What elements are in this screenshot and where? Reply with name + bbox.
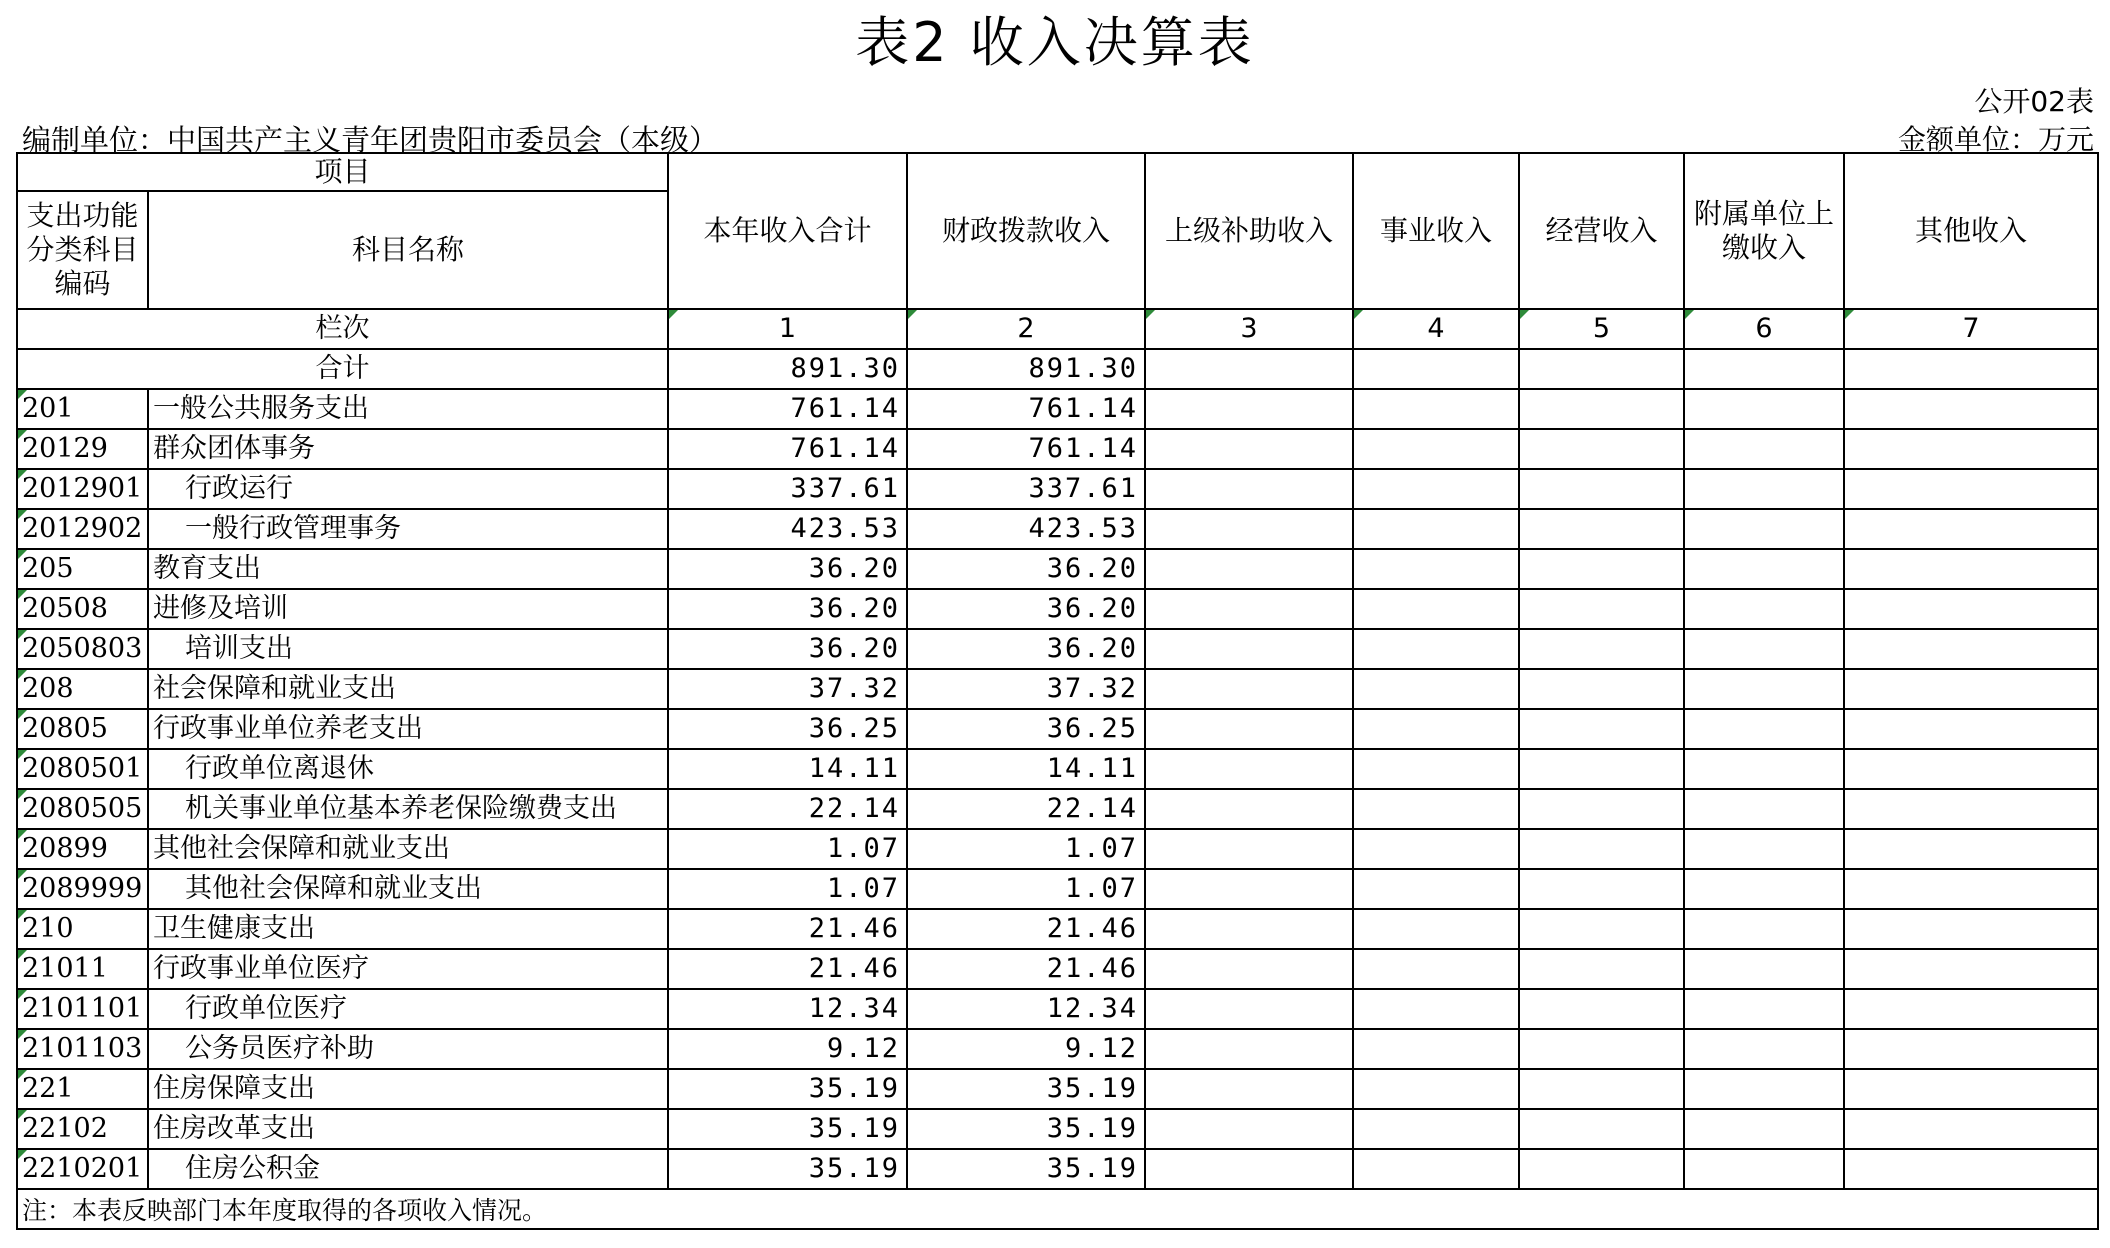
- empty-cell: [1519, 949, 1684, 989]
- table-header: [17, 153, 2098, 349]
- empty-cell: [1353, 669, 1519, 709]
- empty-cell: [1519, 1149, 1684, 1189]
- code-cell: 201: [17, 389, 148, 429]
- empty-cell: [1353, 389, 1519, 429]
- empty-cell: [1684, 709, 1844, 749]
- empty-cell: [1519, 669, 1684, 709]
- fiscal-income-cell: 35.19: [907, 1109, 1145, 1149]
- table-row: [17, 1109, 2098, 1149]
- amount-unit: 金额单位：万元: [1897, 123, 2094, 156]
- total-income-cell: 21.46: [668, 949, 907, 989]
- code-cell: 20805: [17, 709, 148, 749]
- table-row: [17, 1069, 2098, 1109]
- empty-cell: [1684, 1149, 1844, 1189]
- table-row: [17, 709, 2098, 749]
- empty-cell: [1684, 349, 1844, 389]
- code-cell: 2089999: [17, 869, 148, 909]
- empty-cell: [1844, 389, 2098, 429]
- empty-cell: [1519, 509, 1684, 549]
- fiscal-income-cell: 1.07: [907, 829, 1145, 869]
- code-cell: 205: [17, 549, 148, 589]
- table-row: [17, 549, 2098, 589]
- table-row: [17, 949, 2098, 989]
- fiscal-income-cell: 337.61: [907, 469, 1145, 509]
- empty-cell: [1684, 589, 1844, 629]
- form-code: 公开02表: [1974, 85, 2094, 118]
- fiscal-income-cell: 35.19: [907, 1069, 1145, 1109]
- name-cell: 住房改革支出: [148, 1109, 668, 1149]
- empty-cell: [1145, 949, 1353, 989]
- code-cell: 2101101: [17, 989, 148, 1029]
- name-cell: 行政事业单位养老支出: [148, 709, 668, 749]
- total-income-cell: 14.11: [668, 749, 907, 789]
- empty-cell: [1145, 429, 1353, 469]
- header-col-4: 事业收入: [1353, 153, 1519, 309]
- total-income-cell: 36.25: [668, 709, 907, 749]
- code-cell: 2012902: [17, 509, 148, 549]
- empty-cell: [1145, 909, 1353, 949]
- empty-cell: [1684, 789, 1844, 829]
- empty-cell: [1844, 1149, 2098, 1189]
- name-cell: 住房保障支出: [148, 1069, 668, 1109]
- page-title: 表2 收入决算表: [855, 11, 1255, 74]
- empty-cell: [1145, 349, 1353, 389]
- empty-cell: [1519, 429, 1684, 469]
- code-cell: 20508: [17, 589, 148, 629]
- total-income-cell: 36.20: [668, 589, 907, 629]
- fiscal-income-cell: 9.12: [907, 1029, 1145, 1069]
- total-label: 合计: [17, 349, 668, 389]
- empty-cell: [1684, 669, 1844, 709]
- fiscal-income-cell: 36.20: [907, 629, 1145, 669]
- table-row: [17, 749, 2098, 789]
- name-cell: 行政单位医疗: [148, 989, 668, 1029]
- empty-cell: [1145, 669, 1353, 709]
- empty-cell: [1844, 669, 2098, 709]
- total-income-cell: 36.20: [668, 549, 907, 589]
- fiscal-income-cell: 35.19: [907, 1149, 1145, 1189]
- empty-cell: [1844, 949, 2098, 989]
- name-cell: 社会保障和就业支出: [148, 669, 668, 709]
- header-name: 科目名称: [148, 191, 668, 309]
- empty-cell: [1353, 429, 1519, 469]
- fiscal-income-cell: 761.14: [907, 429, 1145, 469]
- fiscal-income-cell: 21.46: [907, 949, 1145, 989]
- name-cell: 培训支出: [148, 629, 668, 669]
- total-income-cell: 9.12: [668, 1029, 907, 1069]
- empty-cell: [1145, 709, 1353, 749]
- total-income-cell: 761.14: [668, 429, 907, 469]
- table-row: [17, 869, 2098, 909]
- empty-cell: [1844, 1069, 2098, 1109]
- empty-cell: [1519, 749, 1684, 789]
- header-code: 支出功能分类科目编码: [17, 191, 148, 309]
- name-cell: 卫生健康支出: [148, 909, 668, 949]
- code-cell: 22102: [17, 1109, 148, 1149]
- empty-cell: [1353, 949, 1519, 989]
- empty-cell: [1844, 749, 2098, 789]
- table-row: [17, 1149, 2098, 1189]
- code-cell: 2210201: [17, 1149, 148, 1189]
- empty-cell: [1684, 829, 1844, 869]
- empty-cell: [1519, 629, 1684, 669]
- empty-cell: [1684, 989, 1844, 1029]
- empty-cell: [1145, 989, 1353, 1029]
- code-cell: 2012901: [17, 469, 148, 509]
- header-col-7: 其他收入: [1844, 153, 2098, 309]
- fiscal-income-cell: 21.46: [907, 909, 1145, 949]
- table-row: [17, 389, 2098, 429]
- total-income-cell: 21.46: [668, 909, 907, 949]
- code-cell: 21011: [17, 949, 148, 989]
- fiscal-income-cell: 423.53: [907, 509, 1145, 549]
- total-income-cell: 1.07: [668, 829, 907, 869]
- col-number: 3: [1145, 309, 1353, 349]
- name-cell: 行政运行: [148, 469, 668, 509]
- name-cell: 一般公共服务支出: [148, 389, 668, 429]
- total-income-cell: 35.19: [668, 1069, 907, 1109]
- name-cell: 其他社会保障和就业支出: [148, 869, 668, 909]
- empty-cell: [1353, 749, 1519, 789]
- empty-cell: [1684, 749, 1844, 789]
- empty-cell: [1353, 1149, 1519, 1189]
- col-number: 7: [1844, 309, 2098, 349]
- empty-cell: [1145, 469, 1353, 509]
- empty-cell: [1519, 389, 1684, 429]
- empty-cell: [1353, 549, 1519, 589]
- code-cell: 20899: [17, 829, 148, 869]
- empty-cell: [1844, 989, 2098, 1029]
- empty-cell: [1844, 829, 2098, 869]
- empty-cell: [1353, 709, 1519, 749]
- code-cell: 2080501: [17, 749, 148, 789]
- header-col-2: 财政拨款收入: [907, 153, 1145, 309]
- empty-cell: [1145, 829, 1353, 869]
- name-cell: 群众团体事务: [148, 429, 668, 469]
- empty-cell: [1145, 549, 1353, 589]
- empty-cell: [1145, 629, 1353, 669]
- empty-cell: [1353, 789, 1519, 829]
- row-label: 栏次: [17, 309, 668, 349]
- header-col-3: 上级补助收入: [1145, 153, 1353, 309]
- empty-cell: [1353, 829, 1519, 869]
- empty-cell: [1519, 909, 1684, 949]
- total-income-cell: 37.32: [668, 669, 907, 709]
- empty-cell: [1145, 749, 1353, 789]
- empty-cell: [1844, 789, 2098, 829]
- total-row: [17, 349, 2098, 389]
- name-cell: 教育支出: [148, 549, 668, 589]
- empty-cell: [1353, 1109, 1519, 1149]
- table-row: [17, 429, 2098, 469]
- total-c1: 891.30: [668, 349, 907, 389]
- header-project: 项目: [17, 153, 668, 191]
- empty-cell: [1519, 709, 1684, 749]
- empty-cell: [1684, 429, 1844, 469]
- empty-cell: [1145, 1109, 1353, 1149]
- empty-cell: [1844, 469, 2098, 509]
- empty-cell: [1519, 989, 1684, 1029]
- empty-cell: [1844, 1109, 2098, 1149]
- total-income-cell: 22.14: [668, 789, 907, 829]
- empty-cell: [1353, 1029, 1519, 1069]
- empty-cell: [1353, 469, 1519, 509]
- empty-cell: [1684, 469, 1844, 509]
- table-row: [17, 469, 2098, 509]
- fiscal-income-cell: 12.34: [907, 989, 1145, 1029]
- col-number: 4: [1353, 309, 1519, 349]
- fiscal-income-cell: 1.07: [907, 869, 1145, 909]
- empty-cell: [1353, 349, 1519, 389]
- empty-cell: [1684, 1069, 1844, 1109]
- total-income-cell: 1.07: [668, 869, 907, 909]
- total-income-cell: 12.34: [668, 989, 907, 1029]
- col-number: 2: [907, 309, 1145, 349]
- empty-cell: [1519, 1109, 1684, 1149]
- fiscal-income-cell: 14.11: [907, 749, 1145, 789]
- empty-cell: [1519, 349, 1684, 389]
- col-number: 6: [1684, 309, 1844, 349]
- name-cell: 行政事业单位医疗: [148, 949, 668, 989]
- col-number: 5: [1519, 309, 1684, 349]
- fiscal-income-cell: 761.14: [907, 389, 1145, 429]
- col-number: 1: [668, 309, 907, 349]
- table-row: [17, 589, 2098, 629]
- empty-cell: [1844, 549, 2098, 589]
- name-cell: 公务员医疗补助: [148, 1029, 668, 1069]
- empty-cell: [1519, 589, 1684, 629]
- total-income-cell: 423.53: [668, 509, 907, 549]
- empty-cell: [1844, 429, 2098, 469]
- empty-cell: [1519, 829, 1684, 869]
- table-row: [17, 989, 2098, 1029]
- name-cell: 进修及培训: [148, 589, 668, 629]
- empty-cell: [1844, 589, 2098, 629]
- empty-cell: [1844, 349, 2098, 389]
- empty-cell: [1684, 949, 1844, 989]
- fiscal-income-cell: 36.20: [907, 549, 1145, 589]
- table-row: [17, 669, 2098, 709]
- code-cell: 2101103: [17, 1029, 148, 1069]
- empty-cell: [1844, 709, 2098, 749]
- table-note: 注：本表反映部门本年度取得的各项收入情况。: [17, 1189, 2098, 1229]
- code-cell: 208: [17, 669, 148, 709]
- header-col-6: 附属单位上缴收入: [1684, 153, 1844, 309]
- empty-cell: [1145, 789, 1353, 829]
- fiscal-income-cell: 36.20: [907, 589, 1145, 629]
- name-cell: 住房公积金: [148, 1149, 668, 1189]
- empty-cell: [1519, 549, 1684, 589]
- income-table: [16, 152, 2099, 1230]
- table-row: [17, 829, 2098, 869]
- empty-cell: [1353, 1069, 1519, 1109]
- empty-cell: [1353, 909, 1519, 949]
- empty-cell: [1684, 869, 1844, 909]
- empty-cell: [1519, 1069, 1684, 1109]
- fiscal-income-cell: 22.14: [907, 789, 1145, 829]
- total-income-cell: 35.19: [668, 1109, 907, 1149]
- code-cell: 2080505: [17, 789, 148, 829]
- fiscal-income-cell: 36.25: [907, 709, 1145, 749]
- name-cell: 行政单位离退休: [148, 749, 668, 789]
- empty-cell: [1519, 1029, 1684, 1069]
- empty-cell: [1353, 509, 1519, 549]
- table-row: [17, 789, 2098, 829]
- empty-cell: [1844, 869, 2098, 909]
- code-cell: 210: [17, 909, 148, 949]
- total-income-cell: 36.20: [668, 629, 907, 669]
- name-cell: 一般行政管理事务: [148, 509, 668, 549]
- empty-cell: [1519, 789, 1684, 829]
- empty-cell: [1684, 1029, 1844, 1069]
- empty-cell: [1684, 389, 1844, 429]
- empty-cell: [1684, 629, 1844, 669]
- code-cell: 221: [17, 1069, 148, 1109]
- empty-cell: [1353, 589, 1519, 629]
- empty-cell: [1145, 589, 1353, 629]
- code-cell: 20129: [17, 429, 148, 469]
- empty-cell: [1844, 909, 2098, 949]
- empty-cell: [1145, 869, 1353, 909]
- total-c2: 891.30: [907, 349, 1145, 389]
- empty-cell: [1353, 869, 1519, 909]
- table-row: [17, 1029, 2098, 1069]
- empty-cell: [1844, 509, 2098, 549]
- empty-cell: [1145, 1029, 1353, 1069]
- header-col-1: 本年收入合计: [668, 153, 907, 309]
- empty-cell: [1353, 629, 1519, 669]
- empty-cell: [1684, 549, 1844, 589]
- empty-cell: [1145, 1069, 1353, 1109]
- header-col-5: 经营收入: [1519, 153, 1684, 309]
- empty-cell: [1844, 1029, 2098, 1069]
- fiscal-income-cell: 37.32: [907, 669, 1145, 709]
- empty-cell: [1353, 989, 1519, 1029]
- code-cell: 2050803: [17, 629, 148, 669]
- prepared-by: 编制单位：中国共产主义青年团贵阳市委员会（本级）: [22, 123, 719, 157]
- total-income-cell: 337.61: [668, 469, 907, 509]
- empty-cell: [1519, 869, 1684, 909]
- empty-cell: [1684, 509, 1844, 549]
- table-body: [17, 349, 2098, 1189]
- name-cell: 其他社会保障和就业支出: [148, 829, 668, 869]
- empty-cell: [1684, 909, 1844, 949]
- name-cell: 机关事业单位基本养老保险缴费支出: [148, 789, 668, 829]
- table-row: [17, 509, 2098, 549]
- empty-cell: [1145, 389, 1353, 429]
- empty-cell: [1844, 629, 2098, 669]
- empty-cell: [1519, 469, 1684, 509]
- table-row: [17, 629, 2098, 669]
- empty-cell: [1145, 1149, 1353, 1189]
- total-income-cell: 35.19: [668, 1149, 907, 1189]
- empty-cell: [1684, 1109, 1844, 1149]
- total-income-cell: 761.14: [668, 389, 907, 429]
- table-row: [17, 909, 2098, 949]
- empty-cell: [1145, 509, 1353, 549]
